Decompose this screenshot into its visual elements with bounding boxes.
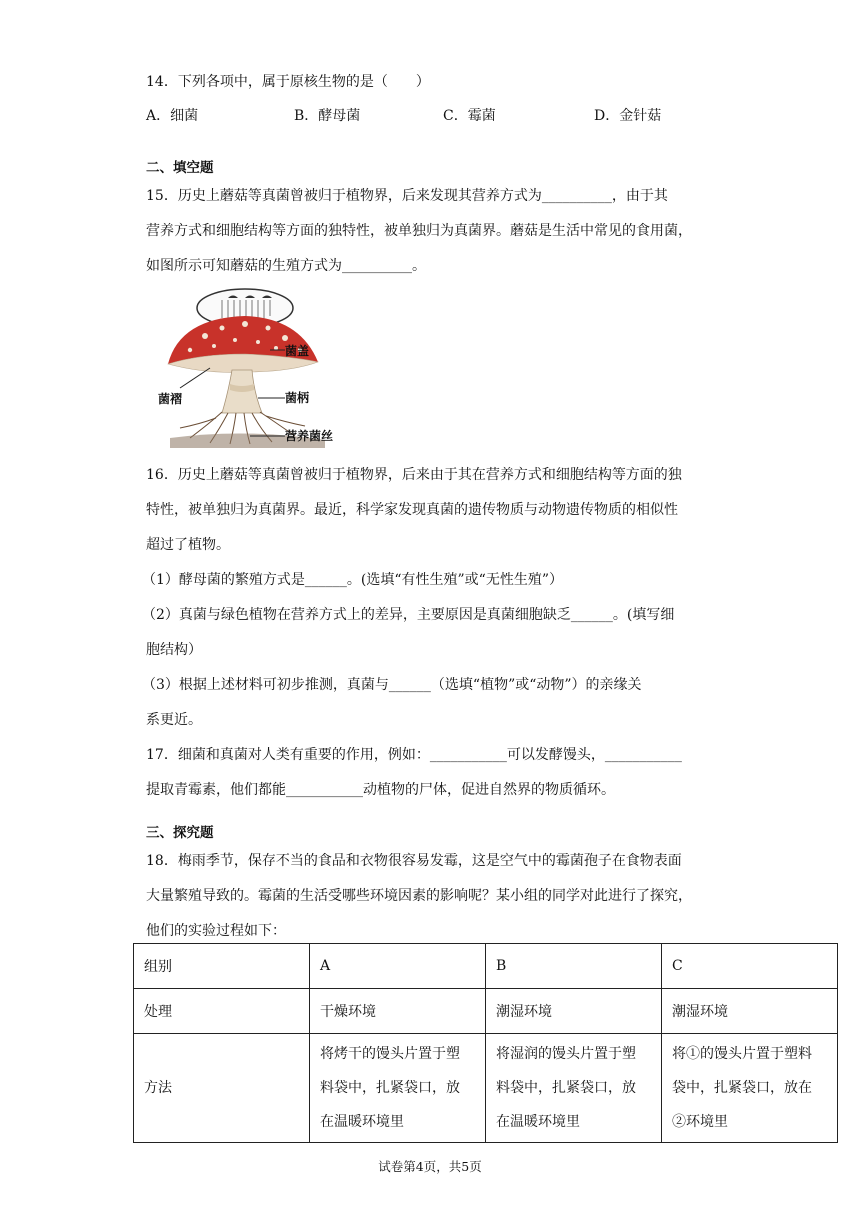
table-row bbox=[134, 1034, 838, 1143]
question-16-sub-3: （3）根据上述材料可初步推测，真菌与______（选填“植物”或“动物”）的亲缘关 bbox=[142, 677, 642, 693]
table-cell: B bbox=[486, 944, 662, 989]
question-16-line-2: 特性，被单独归为真菌界。最近，科学家发现真菌的遗传物质与动物遗传物质的相似性 bbox=[146, 502, 678, 518]
question-18-line-3: 他们的实验过程如下： bbox=[146, 923, 286, 939]
question-16-line-3: 超过了植物。 bbox=[146, 537, 230, 553]
option-c: C．霉菌 bbox=[443, 108, 496, 124]
question-16-line-1: 16．历史上蘑菇等真菌曾被归于植物界，后来由于其在营养方式和细胞结构等方面的独 bbox=[146, 467, 682, 483]
experiment-table bbox=[133, 943, 838, 1143]
question-15-line-3: 如图所示可知蘑菇的生殖方式为__________。 bbox=[146, 258, 426, 274]
question-17-line-1: 17．细菌和真菌对人类有重要的作用，例如：___________可以发酵馒头，___________ bbox=[146, 747, 682, 763]
question-16-sub-3-cont: 系更近。 bbox=[146, 712, 202, 728]
table-cell bbox=[310, 1034, 486, 1143]
table-cell bbox=[662, 1034, 838, 1143]
cell-line: ②环境里 bbox=[672, 1114, 728, 1130]
table-cell: 处理 bbox=[134, 989, 310, 1034]
option-d: D．金针菇 bbox=[594, 108, 662, 124]
cell-line: 将湿润的馒头片置于塑 bbox=[496, 1046, 636, 1062]
label-gills: 菌褶 bbox=[158, 392, 183, 406]
cell-line: 料袋中，扎紧袋口，放 bbox=[320, 1080, 460, 1096]
cell-line: 在温暖环境里 bbox=[496, 1114, 580, 1130]
page-footer: 试卷第4页，共5页 bbox=[378, 1159, 482, 1174]
question-16-sub-2-cont: 胞结构） bbox=[146, 642, 202, 658]
cell-line: 在温暖环境里 bbox=[320, 1114, 404, 1130]
question-15-line-1: 15．历史上蘑菇等真菌曾被归于植物界，后来发现其营养方式为__________，由于其 bbox=[146, 188, 668, 204]
table-row bbox=[134, 989, 838, 1034]
label-cap: 菌盖 bbox=[285, 344, 310, 358]
question-17-line-2: 提取青霉素，他们都能___________动植物的尸体，促进自然界的物质循环。 bbox=[146, 782, 615, 798]
mushroom-illustration bbox=[150, 288, 350, 448]
cell-line: 袋中，扎紧袋口，放在 bbox=[672, 1080, 812, 1096]
option-b: B．酵母菌 bbox=[294, 108, 361, 124]
table-cell: 干燥环境 bbox=[310, 989, 486, 1034]
section-fill-in-heading: 二、填空题 bbox=[146, 160, 214, 176]
table-header-row bbox=[134, 944, 838, 989]
label-mycelium: 营养菌丝 bbox=[285, 429, 334, 443]
table-cell bbox=[486, 1034, 662, 1143]
question-16-sub-2: （2）真菌与绿色植物在营养方式上的差异，主要原因是真菌细胞缺乏______。(填写细 bbox=[142, 607, 675, 623]
table-cell: 潮湿环境 bbox=[486, 989, 662, 1034]
table-cell: 组别 bbox=[134, 944, 310, 989]
option-a: A．细菌 bbox=[146, 108, 199, 124]
mushroom-structure-figure bbox=[150, 288, 350, 448]
cell-line: 料袋中，扎紧袋口，放 bbox=[496, 1080, 636, 1096]
cell-line: 将①的馒头片置于塑料 bbox=[672, 1046, 812, 1062]
question-15-line-2: 营养方式和细胞结构等方面的独特性，被单独归为真菌界。蘑菇是生活中常见的食用菌， bbox=[146, 223, 692, 239]
table-cell: A bbox=[310, 944, 486, 989]
table-cell: C bbox=[662, 944, 838, 989]
table-cell: 方法 bbox=[134, 1034, 310, 1143]
label-stalk: 菌柄 bbox=[285, 391, 310, 405]
section-inquiry-heading: 三、探究题 bbox=[146, 825, 214, 841]
question-14-stem: 14．下列各项中，属于原核生物的是（ ） bbox=[146, 74, 430, 90]
question-18-line-1: 18．梅雨季节，保存不当的食品和衣物很容易发霉，这是空气中的霉菌孢子在食物表面 bbox=[146, 853, 682, 869]
question-16-sub-1: （1）酵母菌的繁殖方式是______。(选填“有性生殖”或“无性生殖”） bbox=[142, 572, 563, 588]
table-cell: 潮湿环境 bbox=[662, 989, 838, 1034]
question-18-line-2: 大量繁殖导致的。霉菌的生活受哪些环境因素的影响呢？某小组的同学对此进行了探究， bbox=[146, 888, 692, 904]
cell-line: 将烤干的馒头片置于塑 bbox=[320, 1046, 460, 1062]
